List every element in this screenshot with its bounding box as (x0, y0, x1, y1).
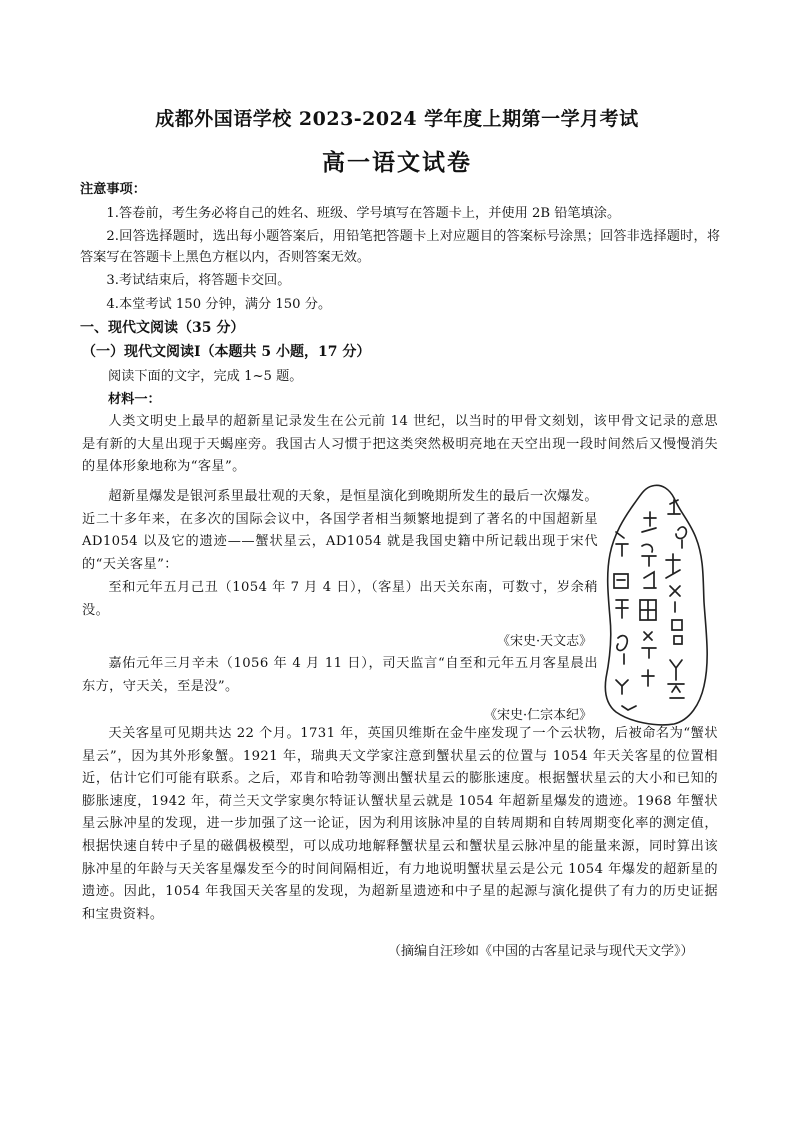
quote-song-renzong: 嘉佑元年三月辛未（1056 年 4 月 11 日），司天监言“自至和元年五月客星晨出东方，守天关，至是没”。 (82, 656, 598, 694)
quote-source-renzong: 《宋史·仁宗本纪》 (484, 708, 593, 723)
material-label: 材料一： (108, 392, 161, 407)
material-paragraph-3: 天关客星可见期共达 22 个月。1731 年，英国贝维斯在金牛座发现了一个云状物，后被命名为“蟹状星云”，因为其外形象蟹。1921 年，瑞典天文学家注意到蟹状星云的位置与 1054 年天关客星的位置相近，估计它们可能有联系。之后，邓肯和哈勃等测出蟹状星云的膨胀速度。根据蟹状星云的大小和已知的膨胀速度，1942 年，荷兰天文学家奥尔特证认蟹状星云就是 1054 年超新星爆发的遗迹。1968 年蟹状星云脉冲星的发现，进一步加强了这一论证，因为利用该脉冲星的自转周期和自转周期变化率的测定值，根据快速自转中子星的磁偶极模型，可以成功地解释蟹状星云和蟹状星云脉冲星的能量来源，同时算出该脉冲星的年龄与天关客星爆发至今的时间间隔相近，有力地说明蟹状星云是公元 1054 年爆发的超新星的遗迹。因此，1054 年我国天关客星的发现，为超新星遗迹和中子星的起源与演化提供了有力的历史证据和宝贵资料。 (82, 726, 718, 922)
exam-title: 成都外国语学校 2023-2024 学年度上期第一学月考试 (155, 108, 639, 130)
notice-item-2: 2.回答选择题时，选出每小题答案后，用铅笔把答题卡上对应题目的答案标号涂黑；回答非选择题时，将答案写在答题卡上黑色方框以内，否则答案无效。 (80, 229, 720, 265)
material-source: （摘编自汪珍如《中国的古客星记录与现代天文学》） (388, 944, 694, 959)
notice-item-1: 1.答卷前，考生务必将自己的姓名、班级、学号填写在答题卡上，并使用 2B 铅笔填涂。 (106, 206, 621, 221)
notice-item-4: 4.本堂考试 150 分钟，满分 150 分。 (106, 297, 332, 312)
notice-heading: 注意事项： (80, 182, 146, 197)
material-paragraph-2: 超新星爆发是银河系里最壮观的天象，是恒星演化到晚期所发生的最后一次爆发。近二十多年来，在多次的国际会议中，各国学者相当频繁地提到了著名的中国超新星 AD1054 以及它的遗迹——蟹状星云，AD1054 就是我国史籍中所记载出现于宋代的“天关客星”： (82, 489, 598, 572)
reading-instruction: 阅读下面的文字，完成 1~5 题。 (108, 369, 303, 384)
oracle-bone-rubbing-image (600, 482, 712, 726)
notice-item-3: 3.考试结束后，将答题卡交回。 (106, 273, 291, 288)
subsection-heading: （一）现代文阅读Ⅰ（本题共 5 小题，17 分） (82, 344, 371, 360)
quote-song-astronomy: 至和元年五月己丑（1054 年 7 月 4 日），（客星）出天关东南，可数寸，岁余稍没。 (82, 580, 598, 618)
section-heading: 一、现代文阅读（35 分） (80, 320, 245, 336)
exam-subtitle: 高一语文试卷 (322, 149, 472, 176)
quote-source-astronomy: 《宋史·天文志》 (497, 634, 593, 649)
material-paragraph-1: 人类文明史上最早的超新星记录发生在公元前 14 世纪，以当时的甲骨文刻划，该甲骨文记录的意思是有新的大星出现于天蝎座旁。我国古人习惯于把这类突然极明亮地在天空出现一段时间然后又慢慢消失的星体形象地称为“客星”。 (82, 414, 718, 475)
